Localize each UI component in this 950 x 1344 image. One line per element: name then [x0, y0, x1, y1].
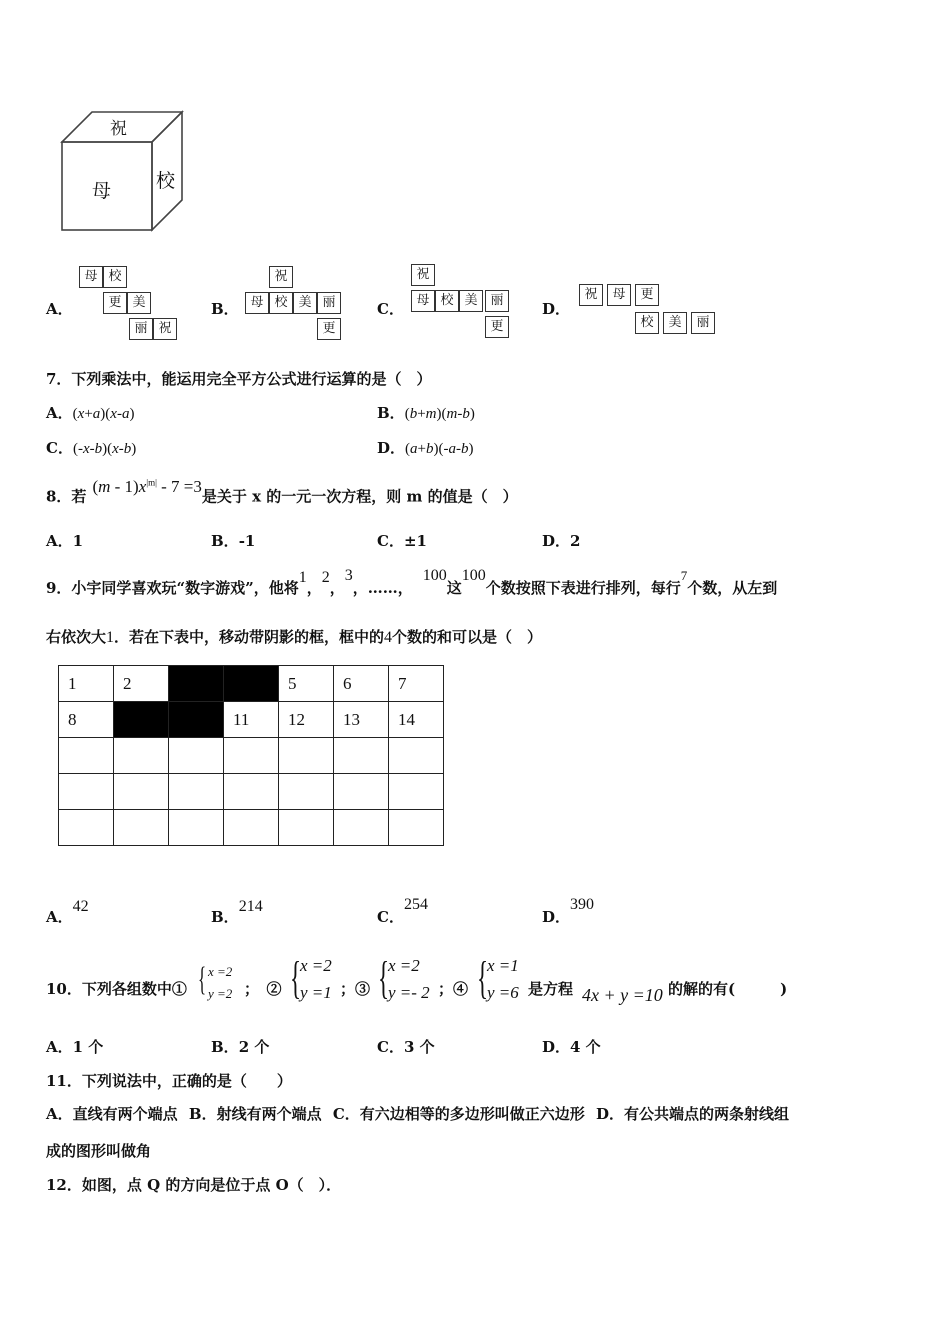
q6-option-a-letter: A． [46, 300, 73, 318]
q9-number-table [58, 665, 444, 846]
net-cell: 丽 [129, 318, 153, 340]
option-text: 1 [72, 532, 84, 550]
table-row [59, 810, 444, 846]
option-text: 4 个 [570, 1038, 601, 1056]
q6-net-b [245, 266, 350, 342]
math-paren: ) [468, 441, 474, 457]
text: 右依次大 [46, 628, 107, 646]
cube-top-char: 祝 [110, 119, 127, 139]
net-cell: 校 [435, 290, 459, 312]
net-cell: 祝 [411, 264, 435, 286]
math-var: a [92, 406, 101, 422]
table-cell [59, 810, 114, 846]
option-letter: A． [46, 1105, 73, 1123]
table-row [59, 666, 444, 702]
table-cell: 13 [334, 702, 389, 738]
math-paren: ( [405, 441, 411, 457]
net-cell: 更 [317, 318, 341, 340]
math-var: b [94, 441, 103, 457]
table-cell [224, 810, 279, 846]
math-var: a [121, 406, 130, 422]
table-cell [59, 738, 114, 774]
table-cell [59, 774, 114, 810]
math-paren: )( [436, 406, 447, 422]
q10-option-c [377, 1037, 435, 1057]
q8-suffix: 是关于 x 的一元一次方程，则 m 的值是（ ） [201, 487, 518, 506]
q9-option-d [542, 896, 595, 928]
math-op: - [457, 406, 463, 422]
q10-system-3 [378, 952, 446, 1007]
table-cell [224, 738, 279, 774]
num: 3 [344, 567, 353, 584]
q10-sep-1: ； ② [244, 980, 282, 998]
text: 个数的和可以是（ ） [392, 628, 543, 646]
q9-option-a [46, 898, 89, 928]
q8-option-b [211, 531, 255, 551]
net-cell: 更 [485, 316, 509, 338]
option-letter: C． [332, 1105, 360, 1123]
q10-suffix: 的解的有( ) [668, 980, 788, 998]
q10-sep-3: ；④ [438, 980, 469, 998]
cube-front-char: 母 [92, 180, 112, 202]
num: 7 [680, 568, 688, 583]
option-letter: C． [377, 532, 404, 550]
option-text: ±1 [403, 532, 427, 550]
table-cell [169, 738, 224, 774]
math-op: + [417, 441, 426, 457]
num: 2 [321, 569, 330, 586]
option-text: -1 [238, 532, 256, 550]
q10-option-d [542, 1037, 601, 1057]
option-text: 1 个 [72, 1038, 104, 1056]
cube-figure [58, 108, 188, 234]
q7-stem: 7．下列乘法中，能运用完全平方公式进行运算的是（ ） [46, 370, 432, 388]
math-var: x [82, 441, 90, 457]
text: 9．小宇同学喜欢玩“数字游戏”，他将 [46, 579, 299, 597]
cube-right-char: 校 [156, 170, 176, 192]
option-letter: D． [542, 532, 571, 550]
q10-sep-2: ；③ [340, 980, 371, 998]
brace-icon: { [198, 961, 207, 998]
table-cell: 1 [59, 666, 114, 702]
option-letter: B． [377, 404, 405, 422]
table-cell [279, 810, 334, 846]
net-cell: 校 [269, 292, 293, 314]
math-op: - [89, 441, 95, 457]
math-op: - [116, 406, 122, 422]
q12-stem: 12．如图，点 Q 的方向是位于点 O（ ）． [46, 1176, 342, 1194]
table-cell [224, 774, 279, 810]
shaded-cell [224, 666, 279, 702]
table-cell: 5 [279, 666, 334, 702]
option-letter: D． [377, 439, 406, 457]
sys-eq-x: x =2 [208, 964, 233, 979]
q6-option-d-letter: D． [542, 300, 571, 318]
q9-option-b [211, 898, 263, 928]
math-var: b [460, 441, 469, 457]
brace-icon: { [378, 952, 390, 1003]
q6-net-c [411, 264, 516, 342]
sys-eq-y: y =2 [208, 986, 233, 1001]
table-cell: 7 [389, 666, 444, 702]
table-cell: 6 [334, 666, 389, 702]
option-value: 214 [238, 898, 263, 915]
sys-eq-x: x =1 [487, 956, 519, 975]
math-var: x [110, 406, 117, 422]
math-var: b [123, 441, 132, 457]
option-letter: C． [377, 1038, 404, 1056]
option-text: 3 个 [403, 1038, 435, 1056]
option-value: 390 [570, 896, 595, 913]
eq-var-x: x [138, 476, 147, 496]
q11-options-line [46, 1104, 789, 1124]
table-cell [279, 774, 334, 810]
option-text: 直线有两个端点 [72, 1105, 178, 1123]
table-cell [114, 738, 169, 774]
shaded-cell [169, 702, 224, 738]
math-op: - [118, 441, 124, 457]
table-row [59, 738, 444, 774]
text: 这 [446, 579, 462, 597]
q6-net-a [79, 266, 189, 342]
eq-var-m: m [98, 476, 111, 496]
sys-eq-y: y =6 [487, 983, 519, 1002]
option-letter: A． [46, 908, 73, 926]
net-cell: 美 [663, 312, 687, 334]
q6-net-d [579, 284, 719, 338]
q9-option-c [377, 896, 428, 928]
sys-eq-y: y =- 2 [388, 983, 430, 1002]
table-cell [389, 810, 444, 846]
option-letter: D． [596, 1105, 625, 1123]
num: 4 [384, 629, 393, 646]
table-cell [169, 774, 224, 810]
math-var: m [425, 406, 437, 422]
math-op: + [417, 406, 426, 422]
math-var: a [448, 441, 456, 457]
net-cell: 母 [79, 266, 103, 288]
option-text: 有公共端点的两条射线组 [624, 1105, 790, 1123]
option-text: 2 个 [238, 1038, 270, 1056]
option-letter: B． [211, 1038, 239, 1056]
eq-tail: - 7 =3 [156, 476, 202, 496]
net-cell: 祝 [579, 284, 603, 306]
sys-eq-x: x =2 [300, 956, 332, 975]
net-cell: 美 [293, 292, 317, 314]
net-cell: 丽 [485, 290, 509, 312]
q10-option-a [46, 1037, 103, 1057]
option-letter: C． [46, 439, 73, 457]
q7-option-d [377, 438, 473, 459]
option-letter: D． [542, 908, 571, 926]
math-var: b [425, 441, 434, 457]
net-cell: 母 [245, 292, 269, 314]
net-cell: 美 [459, 290, 483, 312]
option-text: 有六边相等的多边形叫做正六边形 [359, 1105, 585, 1123]
q10-equation: 4x + y =10 [582, 985, 663, 1005]
math-paren: ) [469, 406, 475, 422]
text: ， [329, 579, 345, 597]
num: 1 [106, 629, 115, 646]
q11-stem: 11．下列说法中，正确的是（ ） [46, 1072, 292, 1090]
math-var: x [77, 406, 85, 422]
q11-continuation: 成的图形叫做角 [46, 1142, 152, 1160]
q8-stem [46, 476, 518, 507]
option-text: 2 [570, 532, 581, 550]
table-cell [389, 738, 444, 774]
brace-icon: { [290, 952, 302, 1003]
q8-equation [92, 477, 201, 496]
q8-option-d [542, 531, 580, 551]
q10-prefix: 10．下列各组数中① [46, 980, 187, 998]
option-value: 42 [72, 898, 89, 915]
math-var: m [446, 406, 458, 422]
math-var: x [112, 441, 119, 457]
net-cell: 更 [635, 284, 659, 306]
net-cell: 丽 [317, 292, 341, 314]
table-cell: 14 [389, 702, 444, 738]
option-letter: A． [46, 532, 73, 550]
text: ．若在下表中，移动带阴影的框，框中的 [114, 628, 385, 646]
math-var: a [410, 441, 418, 457]
math-paren: (- [72, 441, 83, 457]
q8-option-a [46, 531, 83, 551]
text: 个数，从左到 [687, 579, 778, 597]
math-var: b [462, 406, 470, 422]
math-paren: )( [100, 406, 111, 422]
eq-part: - 1) [110, 476, 139, 496]
option-letter: D． [542, 1038, 571, 1056]
net-cell: 祝 [153, 318, 177, 340]
q6-option-b-letter: B． [211, 300, 239, 318]
shaded-cell [114, 702, 169, 738]
brace-icon: { [477, 952, 489, 1003]
option-text: 射线有两个端点 [216, 1105, 322, 1123]
table-cell [334, 774, 389, 810]
table-cell [334, 810, 389, 846]
table-cell: 12 [279, 702, 334, 738]
text: 个数按照下表进行排列，每行 [485, 579, 681, 597]
net-cell: 祝 [269, 266, 293, 288]
table-cell: 8 [59, 702, 114, 738]
q7-option-b [377, 403, 475, 424]
math-paren: ) [129, 406, 135, 422]
q7-option-c [46, 438, 136, 459]
net-cell: 校 [635, 312, 659, 334]
num: 100 [422, 567, 447, 584]
q6-option-c-letter: C． [377, 300, 404, 318]
text: ， [306, 579, 322, 597]
table-row [59, 702, 444, 738]
table-row [59, 774, 444, 810]
eq-paren: ( [92, 476, 99, 496]
sys-eq-x: x =2 [388, 956, 420, 975]
net-cell: 丽 [691, 312, 715, 334]
table-cell [279, 738, 334, 774]
math-var: b [409, 406, 418, 422]
math-paren: ) [131, 441, 137, 457]
table-cell [169, 810, 224, 846]
math-paren: )( [102, 441, 113, 457]
option-letter: B． [211, 908, 239, 926]
net-cell: 母 [607, 284, 631, 306]
net-cell: 更 [103, 292, 127, 314]
table-cell: 11 [224, 702, 279, 738]
math-paren: ( [72, 406, 78, 422]
option-letter: A． [46, 1038, 73, 1056]
q10-option-b [211, 1037, 269, 1057]
table-cell: 2 [114, 666, 169, 702]
net-cell: 校 [103, 266, 127, 288]
q10-mid: 是方程 [528, 980, 574, 998]
q10-system-4 [477, 952, 532, 1007]
option-value: 254 [403, 896, 428, 913]
q8-option-c [377, 531, 427, 551]
math-op: - [455, 441, 461, 457]
q10-system-1 [198, 962, 248, 1004]
q8-prefix: 8．若 [46, 487, 87, 506]
math-op: + [84, 406, 93, 422]
table-cell [114, 810, 169, 846]
q7-option-a [46, 403, 134, 424]
option-letter: B． [188, 1105, 217, 1123]
table-cell [389, 774, 444, 810]
text: ，……， [352, 579, 413, 597]
table-cell [114, 774, 169, 810]
table-cell [334, 738, 389, 774]
q9-stem-line2 [46, 627, 542, 648]
math-paren: ( [404, 406, 410, 422]
option-letter: A． [46, 404, 73, 422]
num: 100 [461, 567, 486, 584]
eq-exponent: |m| [146, 477, 157, 487]
option-letter: B． [211, 532, 239, 550]
q9-stem-line1 [46, 567, 778, 599]
math-paren: )(- [433, 441, 449, 457]
net-cell: 母 [411, 290, 435, 312]
option-letter: C． [377, 908, 404, 926]
net-cell: 美 [127, 292, 151, 314]
num: 1 [298, 569, 307, 586]
shaded-cell [169, 666, 224, 702]
sys-eq-y: y =1 [300, 983, 332, 1002]
